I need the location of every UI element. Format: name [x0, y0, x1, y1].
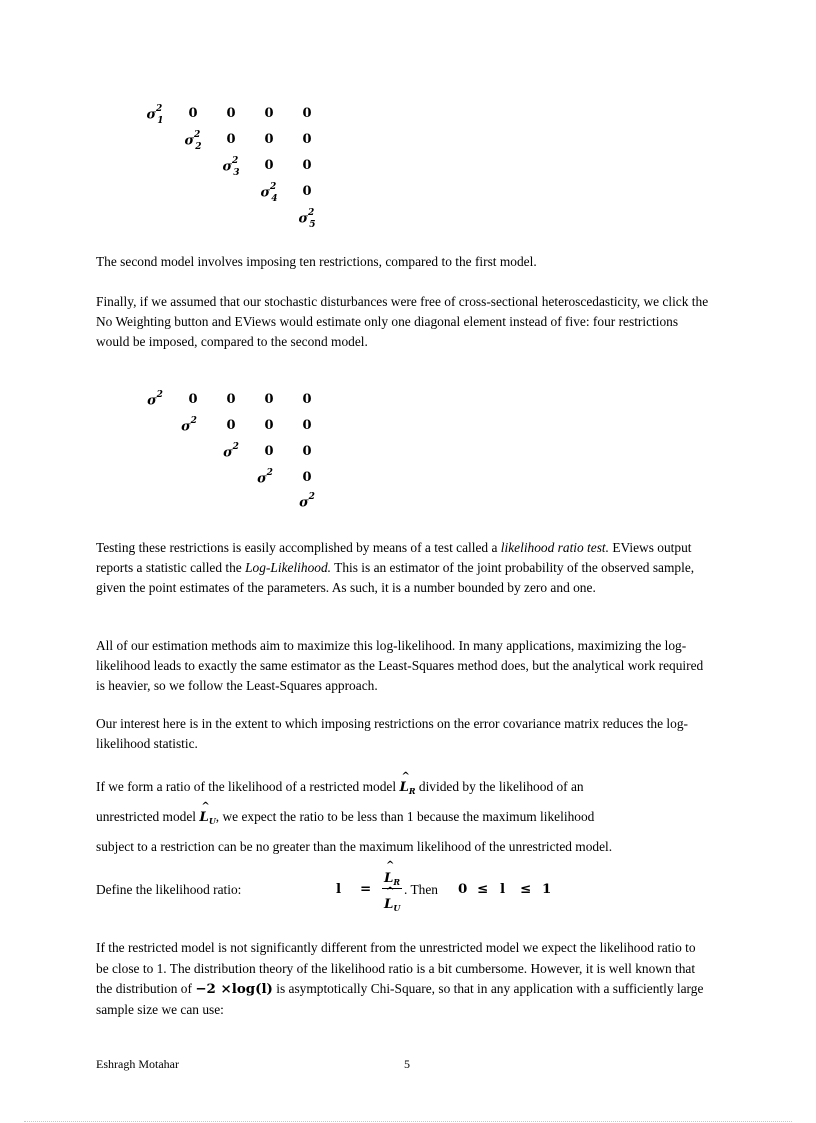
- page-number: 5: [404, 1057, 410, 1071]
- matrix-diagonal-element: $\sigma^2$: [147, 390, 163, 409]
- matrix-zero: 0: [226, 418, 236, 433]
- paragraph-ratio: If we form a ratio of the likelihood of a restricted model ^ $L_R$ divided by the likelihood of an unrestricted model ^ $L_U$, we expect the ratio to be less than 1 because the maximum likelihood subject to a restriction can be no greater than the maximum likelihood of the unrestricted model.: [96, 774, 710, 860]
- matrix-zero: 0: [226, 132, 236, 147]
- fraction-numerator: ^ $L_R$: [384, 870, 400, 887]
- matrix-diagonal-element: $\sigma^2_5$: [298, 208, 316, 230]
- restricted-likelihood-symbol: ^ $L_R$: [399, 774, 415, 804]
- zero-bound: 0: [458, 881, 468, 897]
- term-log-likelihood: Log-Likelihood.: [245, 560, 332, 575]
- footer-author: Eshragh Motahar: [96, 1057, 179, 1071]
- matrix-diagonal-element: $\sigma^2$: [223, 442, 239, 461]
- matrix-zero: 0: [264, 158, 274, 173]
- lambda-symbol: l: [336, 881, 342, 897]
- then-text: . Then: [404, 882, 438, 897]
- matrix-diagonal-element: $\sigma^2_4$: [260, 182, 278, 204]
- matrix-diagonal-element: $\sigma^2$: [299, 492, 315, 511]
- matrix-zero: 0: [302, 444, 312, 459]
- matrix-zero: 0: [302, 132, 312, 147]
- matrix-diagonal-element: $\sigma^2_3$: [222, 156, 240, 178]
- matrix-zero: 0: [226, 106, 236, 121]
- matrix-zero: 0: [188, 106, 198, 121]
- paragraph-no-weighting: Finally, if we assumed that our stochastic disturbances were free of cross-sectional heteroscedasticity, we click the No Weighting button and EViews would estimate only one diagonal element instead of five: four restrictions would be imposed, compared to the second model.: [96, 294, 709, 349]
- paragraph-second-model: The second model involves imposing ten restrictions, compared to the first model.: [96, 254, 537, 269]
- one-bound: 1: [542, 881, 552, 897]
- matrix-zero: 0: [264, 418, 274, 433]
- paragraph-interest: Our interest here is in the extent to which imposing restrictions on the error covariance matrix reduces the log-likelihood statistic.: [96, 716, 688, 751]
- matrix-zero: 0: [302, 158, 312, 173]
- lambda-symbol: l: [500, 881, 506, 897]
- likelihood-ratio-definition: [96, 866, 716, 916]
- minus-two-log-lambda: −2 ×log(l): [195, 981, 273, 997]
- unrestricted-likelihood-symbol: ^ $L_U$: [199, 804, 215, 834]
- paragraph-estimation-methods: All of our estimation methods aim to maximize this log-likelihood. In many applications, maximizing the log-likelihood leads to exactly the same estimator as the Least-Squares method does, but the analytical work required is heavier, so we follow the Least-Squares approach.: [96, 638, 704, 693]
- matrix-zero: 0: [302, 418, 312, 433]
- matrix-zero: 0: [302, 184, 312, 199]
- matrix-zero: 0: [264, 106, 274, 121]
- less-equal-sign: ≤: [520, 881, 532, 897]
- matrix-zero: 0: [264, 392, 274, 407]
- matrix-zero: 0: [264, 444, 274, 459]
- less-equal-sign: ≤: [477, 881, 489, 897]
- matrix-zero: 0: [302, 470, 312, 485]
- page-bottom-divider: [24, 1121, 792, 1122]
- matrix-diagonal-element: $\sigma^2_1$: [146, 104, 164, 126]
- matrix-diagonal-element: $\sigma^2$: [257, 468, 273, 487]
- term-likelihood-ratio-test: likelihood ratio test.: [500, 540, 609, 555]
- fraction-denominator: ^ $L_U$: [384, 896, 400, 913]
- define-label: Define the likelihood ratio:: [96, 882, 242, 897]
- matrix-diagonal-element: $\sigma^2_2$: [184, 130, 202, 152]
- paragraph-likelihood-ratio-test: Testing these restrictions is easily accomplished by means of a test called a likelihood ratio test. EViews output reports a statistic called the Log-Likelihood. This is an estimator of the joint probability of the observed sample, given the point estimates of the parameters. As such, it is a number bounded by zero and one.: [96, 540, 695, 595]
- matrix-zero: 0: [302, 392, 312, 407]
- matrix-zero: 0: [264, 132, 274, 147]
- paragraph-chi-square: If the restricted model is not significantly different from the unrestricted model we expect the likelihood ratio to be close to 1. The distribution theory of the likelihood ratio is a bit cumbersome. However, it is well known that the distribution of −2 ×log(l) is asymptotically Chi-Square, so that in any application with a sufficiently large sample size we can use:: [96, 940, 704, 1017]
- equals-sign: =: [360, 881, 372, 897]
- matrix-zero: 0: [188, 392, 198, 407]
- matrix-zero: 0: [302, 106, 312, 121]
- matrix-zero: 0: [226, 392, 236, 407]
- matrix-diagonal-element: $\sigma^2$: [181, 416, 197, 435]
